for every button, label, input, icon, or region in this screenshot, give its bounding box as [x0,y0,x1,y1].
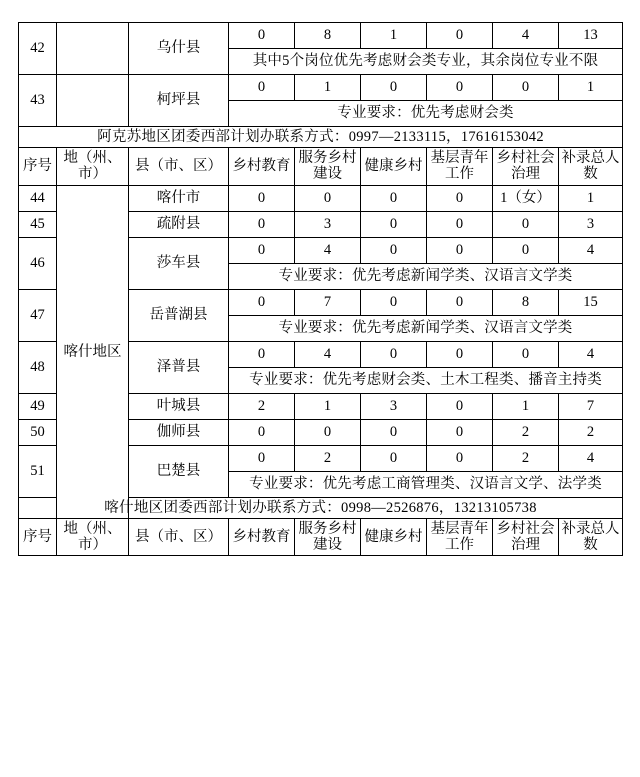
cell-value: 4 [295,341,361,367]
cell-value: 0 [229,75,295,101]
row-seq: 42 [19,23,57,75]
cell-value: 0 [427,75,493,101]
row-county: 喀什市 [129,185,229,211]
row-note: 专业要求：优先考虑新闻学类、汉语言文学类 [229,263,623,289]
row-county: 柯坪县 [129,75,229,127]
table-header-row [19,518,623,555]
cell-value: 0 [229,419,295,445]
cell-value: 0 [295,419,361,445]
cell-total: 13 [559,23,623,49]
cell-value: 0 [361,211,427,237]
cell-value: 3 [361,393,427,419]
row-county: 叶城县 [129,393,229,419]
cell-value: 2 [493,445,559,471]
cell-value: 0 [427,23,493,49]
cell-value: 0 [493,341,559,367]
cell-value: 0 [427,341,493,367]
row-region [57,75,129,127]
table-row [19,185,623,211]
header-seq: 序号 [19,518,57,555]
cell-value: 0 [427,393,493,419]
header-col-3: 健康乡村 [361,518,427,555]
cell-value: 1 [295,393,361,419]
cell-value: 0 [361,237,427,263]
header-region: 地（州、市） [57,148,129,185]
cell-total: 15 [559,289,623,315]
row-county: 岳普湖县 [129,289,229,341]
row-note: 专业要求：优先考虑工商管理类、汉语言文学、法学类 [229,471,623,497]
contact-row [19,127,623,148]
header-col-6: 补录总人数 [559,148,623,185]
row-seq: 43 [19,75,57,127]
row-seq: 51 [19,445,57,497]
cell-value: 7 [295,289,361,315]
cell-value: 0 [361,289,427,315]
cell-value: 2 [295,445,361,471]
cell-value: 0 [493,237,559,263]
row-note: 专业要求：优先考虑新闻学类、汉语言文学类 [229,315,623,341]
row-note: 专业要求：优先考虑财会类、土木工程类、播音主持类 [229,367,623,393]
cell-value: 0 [361,419,427,445]
cell-value: 0 [229,341,295,367]
cell-value: 1 [361,23,427,49]
row-county: 疏附县 [129,211,229,237]
cell-value: 0 [295,185,361,211]
cell-value: 0 [361,445,427,471]
cell-value: 2 [493,419,559,445]
cell-value: 0 [427,419,493,445]
cell-value: 2 [229,393,295,419]
cell-value: 0 [229,237,295,263]
cell-total: 1 [559,185,623,211]
cell-value: 0 [229,289,295,315]
cell-value: 0 [427,211,493,237]
header-col-1: 乡村教育 [229,518,295,555]
header-region: 地（州、市） [57,518,129,555]
cell-value: 0 [427,445,493,471]
cell-value: 0 [493,75,559,101]
cell-value: 0 [427,237,493,263]
cell-value: 8 [295,23,361,49]
header-county: 县（市、区） [129,518,229,555]
row-seq: 46 [19,237,57,289]
header-col-3: 健康乡村 [361,148,427,185]
cell-total: 7 [559,393,623,419]
contact-text: 喀什地区团委西部计划办联系方式：0998—2526876，13213105738 [19,497,623,518]
cell-total: 4 [559,445,623,471]
row-note: 专业要求：优先考虑财会类 [229,101,623,127]
row-seq: 47 [19,289,57,341]
cell-total: 3 [559,211,623,237]
cell-value: 0 [427,289,493,315]
header-seq: 序号 [19,148,57,185]
cell-value: 3 [295,211,361,237]
cell-value: 1（女） [493,185,559,211]
row-region: 喀什地区 [57,185,129,518]
cell-value: 0 [427,185,493,211]
cell-value: 1 [493,393,559,419]
cell-total: 4 [559,341,623,367]
row-county: 巴楚县 [129,445,229,497]
row-county: 乌什县 [129,23,229,75]
header-col-4: 基层青年工作 [427,148,493,185]
row-county: 伽师县 [129,419,229,445]
row-note: 其中5个岗位优先考虑财会类专业，其余岗位专业不限 [229,49,623,75]
contact-row [19,497,623,518]
header-county: 县（市、区） [129,148,229,185]
contact-text: 阿克苏地区团委西部计划办联系方式：0997—2133115，17616153042 [19,127,623,148]
cell-value: 0 [361,75,427,101]
cell-total: 2 [559,419,623,445]
row-county: 莎车县 [129,237,229,289]
header-col-5: 乡村社会治理 [493,518,559,555]
cell-value: 0 [229,23,295,49]
row-seq: 50 [19,419,57,445]
table-header-row [19,148,623,185]
header-col-6: 补录总人数 [559,518,623,555]
cell-value: 1 [295,75,361,101]
cell-value: 8 [493,289,559,315]
row-seq: 45 [19,211,57,237]
cell-value: 0 [229,185,295,211]
header-col-4: 基层青年工作 [427,518,493,555]
table-row [19,75,623,101]
cell-value: 0 [361,341,427,367]
header-col-1: 乡村教育 [229,148,295,185]
cell-value: 4 [493,23,559,49]
cell-total: 1 [559,75,623,101]
cell-total: 4 [559,237,623,263]
row-county: 泽普县 [129,341,229,393]
row-seq: 48 [19,341,57,393]
cell-value: 0 [229,211,295,237]
table-row [19,23,623,49]
header-col-2: 服务乡村建设 [295,148,361,185]
header-col-2: 服务乡村建设 [295,518,361,555]
row-seq: 44 [19,185,57,211]
requirements-table [18,22,623,556]
cell-value: 0 [229,445,295,471]
cell-value: 0 [361,185,427,211]
header-col-5: 乡村社会治理 [493,148,559,185]
row-seq: 49 [19,393,57,419]
row-region [57,23,129,75]
cell-value: 4 [295,237,361,263]
cell-value: 0 [493,211,559,237]
